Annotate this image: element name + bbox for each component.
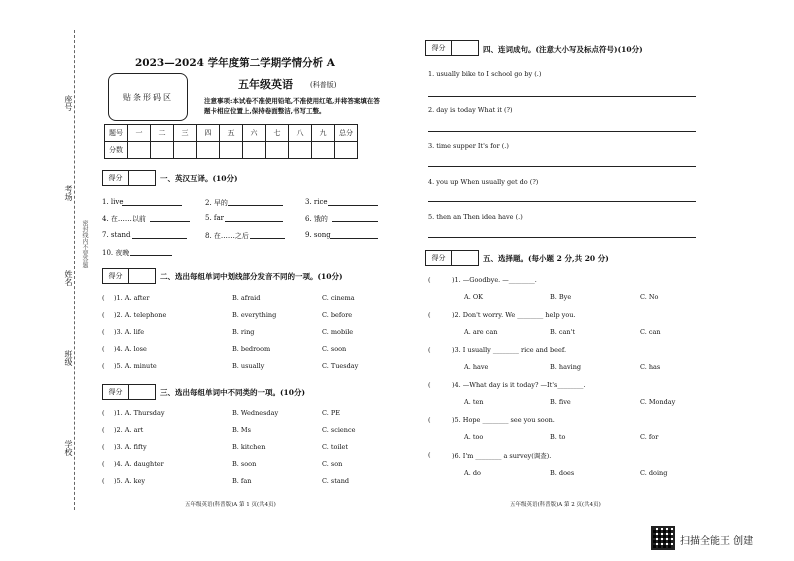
- s3-option-a: )5. A. key: [114, 477, 146, 485]
- s5-question: ( )5. Hope ________ see you soon. A. too B. to C. for: [428, 416, 659, 441]
- score-input-cell[interactable]: [243, 142, 266, 159]
- s5-question-text: )6. I'm ________ a survey(调查).: [452, 452, 552, 460]
- answer-line[interactable]: [150, 221, 190, 222]
- s2-option-c: C. soon: [322, 345, 347, 353]
- s2-option-a: )5. A. minute: [114, 362, 157, 370]
- exam-title: 2023—2024 学年度第二学期学情分析 A: [135, 57, 335, 69]
- s5-question-text: )4. —What day is it today? —It's________.: [452, 381, 586, 389]
- s5-option-a: A. do: [464, 469, 481, 477]
- s1-item: 7. stand: [102, 231, 131, 239]
- score-cell: 总分: [335, 125, 358, 142]
- section5-list: [428, 276, 696, 486]
- answer-line[interactable]: [132, 238, 187, 239]
- score-box-label: 得分: [426, 251, 452, 265]
- s5-option-a: A. are can: [464, 328, 498, 336]
- score-input-cell[interactable]: [174, 142, 197, 159]
- score-cell: 题号: [105, 125, 128, 142]
- score-input-cell[interactable]: [128, 142, 151, 159]
- s3-row: ( )4. A. daughter B. soon C. son: [102, 460, 392, 477]
- s3-option-b: B. Wednesday: [232, 409, 279, 417]
- s3-row: ( )1. A. Thursday B. Wednesday C. PE: [102, 409, 392, 426]
- barcode-area: [108, 73, 188, 121]
- s2-option-a: )1. A. after: [114, 294, 150, 302]
- s5-option-b: B. Bye: [550, 293, 572, 301]
- s1-item: 3. rice: [305, 198, 328, 206]
- s1-item: 6. 饿的: [305, 215, 328, 223]
- s5-question: ( )3. I usually ________ rice and beef. A. have B. having C. has: [428, 346, 661, 371]
- edition-label: (科普版): [310, 81, 337, 89]
- s2-option-b: B. usually: [232, 362, 265, 370]
- score-cell: 二: [151, 125, 174, 142]
- subject-title: 五年级英语: [238, 78, 293, 91]
- s5-question: ( )1. —Goodbye. —________. A. OK B. Bye C. No: [428, 276, 659, 301]
- section5-title: 五、选择题。(每小题 2 分,共 20 分): [483, 254, 609, 263]
- score-box-label: 得分: [103, 171, 129, 185]
- score-cell: 四: [197, 125, 220, 142]
- binding-notice: 密封线内不要答题: [81, 220, 88, 268]
- section2-list: [102, 294, 392, 379]
- class-label: 班级: [64, 350, 73, 366]
- s2-option-b: B. everything: [232, 311, 277, 319]
- score-input-cell[interactable]: [197, 142, 220, 159]
- s3-option-a: )1. A. Thursday: [114, 409, 165, 417]
- s5-question-text: )2. Don't worry. We ________ help you.: [452, 311, 576, 319]
- watermark-text: 扫描全能王 创建: [680, 536, 754, 547]
- s2-option-c: C. before: [322, 311, 353, 319]
- s2-option-a: )4. A. lose: [114, 345, 147, 353]
- school-label: 学校: [64, 440, 73, 456]
- binding-line: [74, 30, 75, 510]
- s3-option-c: C. toilet: [322, 443, 349, 451]
- s3-option-b: B. Ms: [232, 426, 251, 434]
- answer-line[interactable]: [428, 201, 696, 202]
- s3-option-b: B. kitchen: [232, 443, 266, 451]
- s2-row: ( )5. A. minute B. usually C. Tuesday: [102, 362, 392, 379]
- score-table: [104, 124, 358, 159]
- s1-item: 5. far: [205, 214, 225, 222]
- s1-item: 8. 在……之后: [205, 232, 249, 240]
- instructions: 注意事项:本试卷不准使用铅笔,不准使用红笔,并将答案填在答题卡相应位置上,保持卷面整洁,书写工整。: [204, 97, 380, 116]
- score-input-cell[interactable]: [289, 142, 312, 159]
- score-box-label: 得分: [426, 41, 452, 55]
- page-footer-right: 五年级英语(科普版)A 第 2 页(共4页): [510, 502, 601, 508]
- qr-code-icon: [651, 526, 675, 550]
- s2-row: ( )3. A. life B. ring C. mobile: [102, 328, 392, 345]
- answer-line[interactable]: [328, 205, 378, 206]
- s2-option-a: )2. A. telephone: [114, 311, 167, 319]
- section3-list: [102, 409, 392, 494]
- score-box-section3: [102, 384, 156, 400]
- score-box-label: 得分: [103, 385, 129, 399]
- s5-question: ( )4. —What day is it today? —It's________. A. ten B. five C. Monday: [428, 381, 676, 406]
- s3-row: ( )2. A. art B. Ms C. science: [102, 426, 392, 443]
- section1-title: 一、英汉互译。(10分): [160, 174, 238, 183]
- s1-item: 4. 在……以前: [102, 215, 146, 223]
- answer-line[interactable]: [428, 166, 696, 167]
- score-box-section2: [102, 268, 156, 284]
- s1-item: 10. 夜晚: [102, 249, 130, 257]
- s5-question-text: )5. Hope ________ see you soon.: [452, 416, 555, 424]
- score-table-header-row: [105, 125, 358, 142]
- score-input-cell[interactable]: [266, 142, 289, 159]
- s2-option-a: )3. A. life: [114, 328, 145, 336]
- s2-option-c: C. cinema: [322, 294, 355, 302]
- s2-option-b: B. bedroom: [232, 345, 271, 353]
- answer-line[interactable]: [428, 237, 696, 238]
- answer-line[interactable]: [122, 205, 182, 206]
- s3-option-b: B. fan: [232, 477, 252, 485]
- s2-option-b: B. ring: [232, 328, 255, 336]
- s5-option-a: A. ten: [464, 398, 484, 406]
- s4-item: 4. you up When usually get do (?): [428, 178, 539, 186]
- barcode-label: 贴条形码区: [123, 92, 173, 102]
- score-box-section5: [425, 250, 479, 266]
- s5-option-c: C. doing: [640, 469, 668, 477]
- score-input-cell[interactable]: [335, 142, 358, 159]
- score-box-section1: [102, 170, 156, 186]
- s3-option-a: )4. A. daughter: [114, 460, 164, 468]
- s4-item: 2. day is today What it (?): [428, 106, 513, 114]
- answer-line[interactable]: [332, 221, 378, 222]
- score-input-cell[interactable]: [220, 142, 243, 159]
- s5-question: ( )2. Don't worry. We ________ help you. A. are can B. can't C. can: [428, 311, 661, 336]
- answer-line[interactable]: [225, 221, 283, 222]
- answer-line[interactable]: [250, 238, 285, 239]
- answer-line[interactable]: [428, 96, 696, 97]
- s5-option-c: C. for: [640, 433, 659, 441]
- s5-option-b: B. can't: [550, 328, 576, 336]
- s3-row: ( )5. A. key B. fan C. stand: [102, 477, 392, 494]
- s1-item: 9. song: [305, 231, 331, 239]
- s3-option-c: C. science: [322, 426, 356, 434]
- score-cell: 五: [220, 125, 243, 142]
- score-cell: 六: [243, 125, 266, 142]
- s2-option-c: C. Tuesday: [322, 362, 359, 370]
- answer-line[interactable]: [130, 255, 172, 256]
- s3-option-a: )3. A. fifty: [114, 443, 147, 451]
- s3-option-c: C. PE: [322, 409, 340, 417]
- s3-option-a: )2. A. art: [114, 426, 144, 434]
- s3-row: ( )3. A. fifty B. kitchen C. toilet: [102, 443, 392, 460]
- s4-item: 5. then an Then idea have (.): [428, 213, 523, 221]
- s5-question-text: )3. I usually ________ rice and beef.: [452, 346, 567, 354]
- section4-title: 四、连词成句。(注意大小写及标点符号)(10分): [483, 45, 643, 54]
- s3-option-c: C. son: [322, 460, 343, 468]
- s2-row: ( )1. A. after B. afraid C. cinema: [102, 294, 392, 311]
- score-input-cell[interactable]: [151, 142, 174, 159]
- s5-question: ( )6. I'm ________ a survey(调查). A. do B. does C. doing: [428, 451, 668, 477]
- s2-row: ( )2. A. telephone B. everything C. before: [102, 311, 392, 328]
- s3-option-b: B. soon: [232, 460, 257, 468]
- section2-title: 二、选出每组单词中划线部分发音不同的一项。(10分): [160, 272, 343, 281]
- s5-question-text: )1. —Goodbye. —________.: [452, 276, 537, 284]
- s2-option-b: B. afraid: [232, 294, 261, 302]
- s5-option-b: B. five: [550, 398, 571, 406]
- name-label: 姓名: [64, 270, 73, 286]
- s4-item: 1. usually bike to I school go by (.): [428, 70, 542, 78]
- answer-line[interactable]: [228, 205, 283, 206]
- s5-option-c: C. can: [640, 328, 661, 336]
- score-cell: 三: [174, 125, 197, 142]
- s5-option-a: A. have: [464, 363, 489, 371]
- s5-option-b: B. does: [550, 469, 575, 477]
- s5-option-c: C. Monday: [640, 398, 676, 406]
- s1-item: 2. 早的: [205, 199, 228, 207]
- s5-option-b: B. to: [550, 433, 566, 441]
- score-cell: 分数: [105, 142, 128, 159]
- s5-option-a: A. too: [464, 433, 484, 441]
- score-input-cell[interactable]: [312, 142, 335, 159]
- score-cell: 七: [266, 125, 289, 142]
- s3-option-c: C. stand: [322, 477, 350, 485]
- score-table-score-row: [105, 142, 358, 159]
- s2-row: ( )4. A. lose B. bedroom C. soon: [102, 345, 392, 362]
- seat-number-label: 座号: [64, 95, 73, 111]
- section3-title: 三、选出每组单词中不同类的一项。(10分): [160, 388, 306, 397]
- score-cell: 八: [289, 125, 312, 142]
- score-cell: 一: [128, 125, 151, 142]
- s5-option-a: A. OK: [464, 293, 484, 301]
- s1-item: 1. live: [102, 198, 124, 206]
- s4-item: 3. time supper It's for (.): [428, 142, 509, 150]
- s5-option-c: C. No: [640, 293, 659, 301]
- score-box-label: 得分: [103, 269, 129, 283]
- score-box-section4: [425, 40, 479, 56]
- s5-option-b: B. having: [550, 363, 582, 371]
- score-cell: 九: [312, 125, 335, 142]
- exam-room-label: 考场: [64, 185, 73, 201]
- s2-option-c: C. mobile: [322, 328, 354, 336]
- page-footer-left: 五年级英语(科普版)A 第 1 页(共4页): [185, 502, 276, 508]
- answer-line[interactable]: [428, 131, 696, 132]
- answer-line[interactable]: [330, 238, 378, 239]
- s5-option-c: C. has: [640, 363, 661, 371]
